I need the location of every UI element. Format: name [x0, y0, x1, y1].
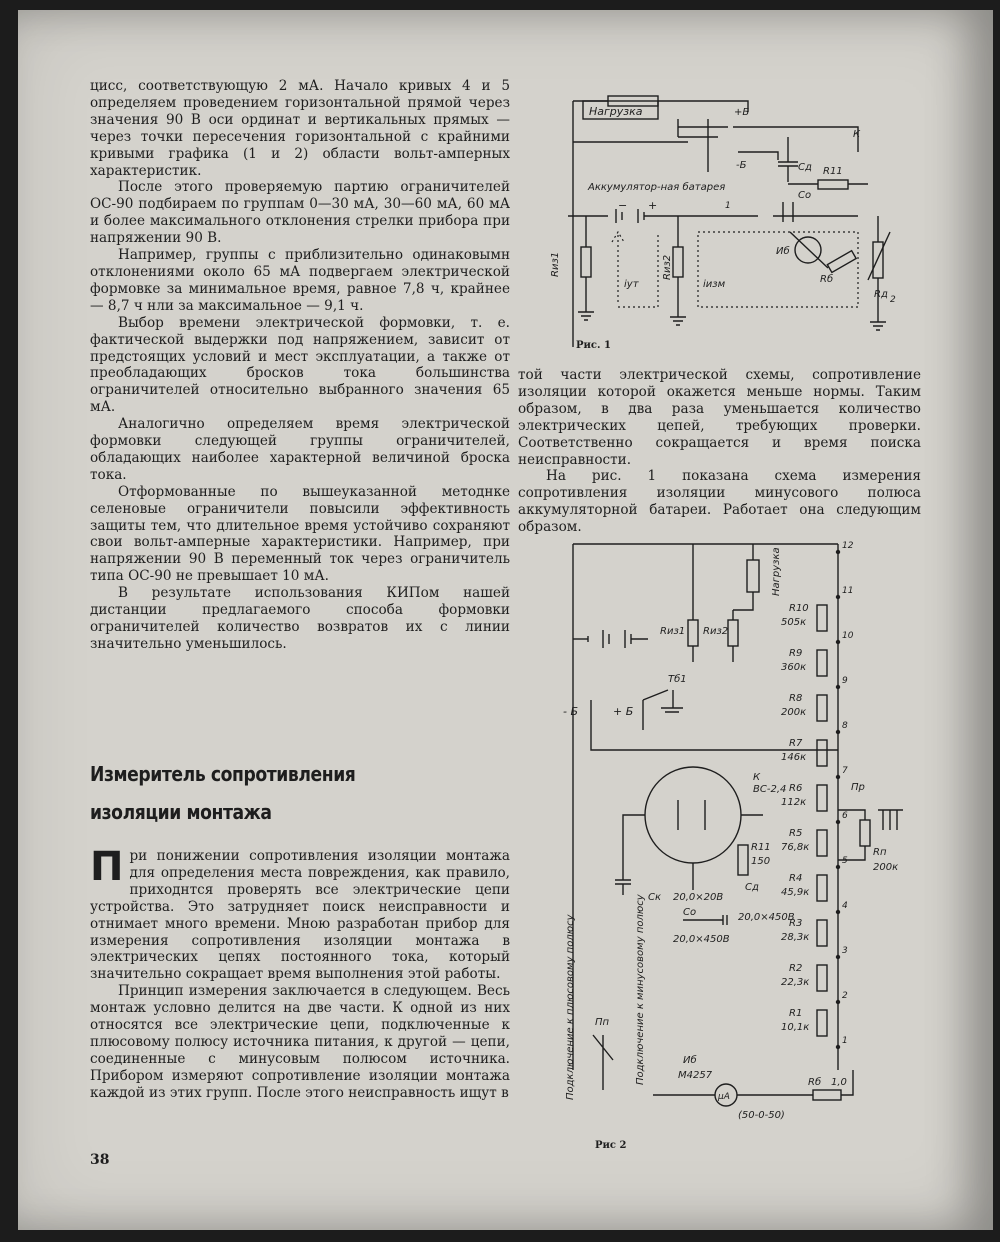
fig2-ladder-resistor — [817, 830, 827, 856]
fig1-minus-b: -Б — [736, 160, 747, 171]
paragraph: Например, группы с приблизительно одинаковымн отклонениями около 65 мА подвергаем электрической формовке за минимальное время, равное 7,8 ч, крайнее — 8,7 ч нли за максимальное — 9,1 ч. — [90, 247, 510, 314]
fig1-c-o: Cо — [798, 190, 812, 201]
fig2-ladder-resistor-name: R8 — [789, 693, 803, 704]
fig2-ladder-resistor — [817, 695, 827, 721]
fig2-terminal-dot — [836, 865, 840, 869]
fig2-load-box — [747, 560, 759, 592]
fig2-ladder-resistor — [817, 965, 827, 991]
fig1-load-label: Нагрузка — [589, 105, 643, 118]
fig2-ladder-resistor — [817, 650, 827, 676]
paragraph: В результате использования КИПом нашей дистанции предлагаемого способа формовки ограничителей количество возвратов их с линии значительно уменьшилось. — [90, 585, 510, 652]
fig2-terminal-dot — [836, 910, 840, 914]
figure2-caption: Рис 2 — [595, 1140, 627, 1151]
fig1-i-b: Иб — [776, 246, 790, 257]
fig2-c-k: Ск — [648, 892, 662, 903]
dropcap-letter: П — [90, 844, 124, 890]
paragraph: Выбор времени электрической формовки, т. е. фактической выдержки под напряжением, зависит от предстоящих условий и мест эксплуатации, а также от преобладающих бросков тока большинства ограничителей относительно выбранного значения 65 мА. — [90, 314, 510, 416]
fig1-k: К — [853, 129, 861, 140]
fig2-ladder-resistor — [817, 605, 827, 631]
fig2-resistor-ladder — [781, 541, 854, 1049]
fig2-terminal-label: 5 — [842, 856, 848, 866]
fig2-ladder-resistor-name: R10 — [789, 603, 809, 614]
fig2-ladder-resistor-name: R7 — [789, 738, 803, 749]
fig2-c-o: Со — [683, 907, 697, 918]
fig2-pp: Пп — [595, 1017, 610, 1028]
fig2-plus-b: + Б — [613, 705, 634, 718]
fig2-terminal-label: 8 — [842, 721, 848, 731]
fig2-ladder-resistor-name: R4 — [789, 873, 803, 884]
fig2-terminal-dot — [836, 775, 840, 779]
left-column — [90, 78, 510, 653]
fig1-c-d: Cд — [798, 162, 812, 173]
fig2-r-b — [813, 1090, 841, 1100]
fig2-ladder-resistor — [817, 1010, 827, 1036]
fig1-i-ut: iут — [624, 279, 639, 290]
article-title-line2: изоляции монтажа — [90, 800, 272, 824]
fig1-r-iz2: Rиз2 — [662, 254, 673, 280]
fig1-i-izm: iизм — [703, 279, 726, 290]
paragraph: той части электрической схемы, сопротивление изоляции которой окажется меньше нормы. Таким образом, в два раза уменьшается количество электрических цепей, требующих проверки. Соответственно сокращается и время поиска неисправности. — [518, 367, 921, 468]
fig2-r-p-label: Rп — [873, 847, 887, 858]
fig2-ladder-resistor-name: R9 — [789, 648, 803, 659]
fig2-terminal-dot — [836, 550, 840, 554]
fig2-r11-val: 150 — [751, 856, 771, 867]
fig2-tb1-label: Тб1 — [668, 674, 687, 685]
fig2-terminal-dot — [836, 955, 840, 959]
fig2-meter-label: μA — [718, 1092, 730, 1102]
fig2-terminal-label: 7 — [842, 766, 848, 776]
fig2-minus-b: - Б — [563, 705, 579, 718]
fig1-plus: + — [648, 199, 658, 212]
fig2-ladder-resistor-value: 28,3к — [781, 932, 810, 943]
article-title-line1: Измеритель сопротивления — [90, 762, 356, 786]
fig2-terminal-dot — [836, 640, 840, 644]
fig1-r-d-label: Rд — [874, 289, 888, 300]
fig2-ladder-resistor-name: R2 — [789, 963, 803, 974]
fig2-terminal-label: 2 — [842, 991, 848, 1001]
fig2-terminal-label: 3 — [842, 946, 848, 956]
fig1-battery-label: Аккумулятор-ная батарея — [588, 182, 726, 193]
fig2-ladder-resistor-value: 505к — [781, 617, 807, 628]
figure2-schematic — [533, 530, 933, 1130]
fig2-r-iz1 — [688, 620, 698, 646]
fig2-ladder-resistor-name: R3 — [789, 918, 803, 929]
paragraph: цисс, соответствующую 2 мА. Начало кривых 4 и 5 определяем проведением горизонтальной прямой через значения 90 В оси ординат и вертикальных прямых — через точки пересечения горизонтальной с крайними кривыми графика (1 и 2) области вольт-амперных характеристик. — [90, 78, 510, 179]
first-paragraph-text: ри понижении сопротивления изоляции монтажа для определения места повреждения, как правило, приходнтся проверять все электрические цепи устройства. Это затрудняет поиск неисправности и отнимает много времени. Мною разработан прибор для измерения сопротивления изоляции монтажа в электрических цепях постоянного тока, который значительно сокращает время выполнения этой работы. — [90, 848, 510, 983]
fig1-r-d — [873, 242, 883, 278]
fig2-c-d-val: 20,0×450В — [738, 912, 795, 923]
fig1-node2: 2 — [890, 295, 896, 305]
fig2-load-label: Нагрузка — [771, 547, 782, 596]
fig2-ladder-resistor-value: 45,9к — [781, 887, 810, 898]
fig2-ladder-resistor-name: R1 — [789, 1008, 803, 1019]
article-title — [90, 755, 434, 831]
fig2-pr: Пр — [851, 782, 865, 793]
r-iz1 — [581, 247, 591, 277]
fig2-terminal-label: 6 — [842, 811, 848, 821]
fig2-converter-k — [645, 767, 741, 863]
fig2-terminal-label: 4 — [842, 901, 848, 911]
first-paragraph — [90, 844, 510, 983]
r-iz2 — [673, 247, 683, 277]
fig2-terminal-label: 1 — [842, 1036, 848, 1046]
fig2-terminal-dot — [836, 685, 840, 689]
fig2-ladder-resistor-value: 76,8к — [781, 842, 810, 853]
paragraph: Отформованные по вышеуказанной методнке селеновые ограничители повысили эффективность защиты тем, что длительное время устойчиво сохраняют свои вольт-амперные характеристики. Например, при напряжении 90 В переменный ток через ограничитель типа ОС-90 не превышает 10 мА. — [90, 483, 510, 585]
fig2-terminal-dot — [836, 820, 840, 824]
fig2-ladder-resistor — [817, 785, 827, 811]
fig2-r-b-val: 1,0 — [831, 1077, 847, 1088]
fig2-r11 — [738, 845, 748, 875]
article-body — [90, 844, 510, 1102]
fig2-terminal-dot — [836, 730, 840, 734]
fig2-r-b-label: Rб — [808, 1077, 822, 1088]
fig1-plus-b: +Б — [734, 107, 750, 118]
page-number: 38 — [90, 1152, 110, 1168]
paragraph: На рис. 1 показана схема измерения сопротивления изоляции минусового полюса аккумуляторной батареи. Работает она следующим образом. — [518, 468, 921, 536]
fig2-r-iz2 — [728, 620, 738, 646]
fig2-c-o-val: 20,0×450В — [673, 934, 730, 945]
fig2-terminal-label: 11 — [842, 586, 854, 596]
fig2-ladder-resistor-value: 10,1к — [781, 1022, 810, 1033]
fig2-terminal-label: 10 — [842, 631, 854, 641]
fig1-r-b-label: Rб — [820, 274, 834, 285]
fig2-side-minus: Подключение к минусовому полюсу — [635, 894, 646, 1085]
fig2-terminal-dot — [836, 595, 840, 599]
fig1-r-iz1: Rиз1 — [550, 251, 561, 277]
fig2-r-p — [860, 820, 870, 846]
fig2-terminal-dot — [836, 1000, 840, 1004]
fig2-meter-scale: (50-0-50) — [738, 1110, 785, 1121]
fig1-r-b — [827, 251, 856, 273]
fig2-r-iz2-label: Rиз2 — [703, 626, 729, 637]
fig2-terminal-dot — [836, 1045, 840, 1049]
fig1-minus: − — [618, 199, 628, 212]
fig2-ladder-resistor-name: R6 — [789, 783, 803, 794]
fig2-side-plus: Подключение к плюсовому полюсу — [565, 914, 576, 1100]
figure1-schematic — [528, 82, 928, 352]
fig2-c-k-val: 20,0×20В — [673, 892, 724, 903]
fig2-ladder-resistor-name: R5 — [789, 828, 803, 839]
fig1-node1: 1 — [725, 201, 731, 211]
fig2-terminal-label: 9 — [842, 676, 848, 686]
paragraph: Принцип измерения заключается в следующем. Весь монтаж условно делится на две части. К одной из них относятся все электрические цепи, подключенные к плюсовому полюсу источника питания, к другой — цепи, соединенные с минусовым полюсом источника. Прибором измеряют сопротивление изоляции монтажа каждой из этих групп. После этого неисправность ищут в — [90, 983, 510, 1101]
magazine-page — [18, 10, 993, 1230]
fig2-k-type: ВС-2,4 — [753, 784, 787, 795]
fig2-i-b: Иб — [683, 1055, 697, 1066]
fig2-ladder-resistor — [817, 920, 827, 946]
fig2-k-label: К — [753, 772, 761, 783]
fig1-r11 — [818, 180, 848, 189]
fig2-ladder-resistor — [817, 875, 827, 901]
fig2-r11-label: R11 — [751, 842, 771, 853]
fig2-c-d: Сд — [745, 882, 759, 893]
fig2-r-p-val: 200к — [873, 862, 899, 873]
right-column — [518, 367, 921, 536]
paragraph: Аналогично определяем время электрической формовки следующей группы ограничителей, обладающих наиболее характерной величиной броска тока. — [90, 416, 510, 483]
fig2-ladder-resistor-value: 200к — [781, 707, 807, 718]
paragraph: После этого проверяемую партию ограничителей ОС-90 подбираем по группам 0—30 мА, 30—60 мА, 60 мА и более максимального отклонения стрелки прибора при напряжении 90 В. — [90, 179, 510, 247]
fig1-r11-label: R11 — [823, 166, 843, 177]
fig2-r-iz1-label: Rиз1 — [660, 626, 686, 637]
fig2-ladder-resistor-value: 146к — [781, 752, 807, 763]
fig2-terminal-label: 12 — [842, 541, 854, 551]
figure1-caption: Рис. 1 — [576, 340, 611, 351]
fig2-ladder-resistor-value: 112к — [781, 797, 807, 808]
fig2-ladder-resistor — [817, 740, 827, 766]
fig2-ladder-resistor-value: 360к — [781, 662, 807, 673]
fig2-i-b-type: М4257 — [678, 1070, 713, 1081]
fig2-ladder-resistor-value: 22,3к — [781, 977, 810, 988]
